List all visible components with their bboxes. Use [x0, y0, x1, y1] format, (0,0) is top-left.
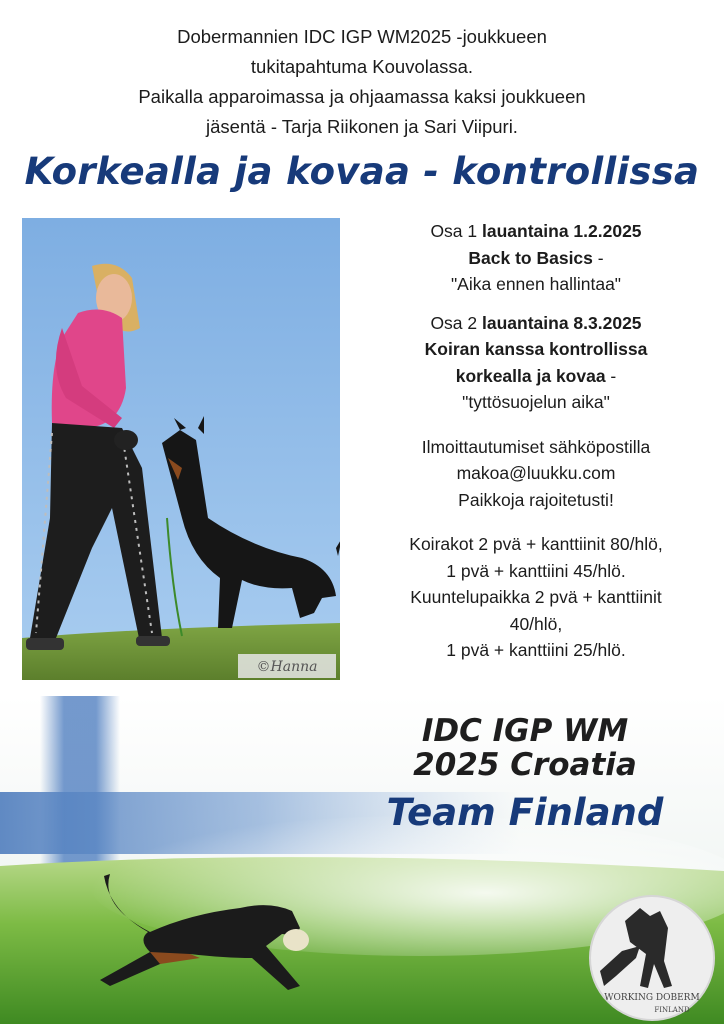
- part1-prefix: Osa 1: [430, 221, 482, 241]
- part2-date: lauantaina 8.3.2025: [482, 312, 642, 333]
- part1-subtitle: "Aika ennen hallintaa": [450, 274, 622, 294]
- price-line-2: 1 pvä + kanttiini 45/hlö.: [446, 560, 626, 581]
- part2-dash: -: [605, 365, 617, 386]
- intro-text: [0, 22, 724, 142]
- part2-heading: [356, 310, 716, 337]
- part2-title-1: Koiran kanssa kontrollissa: [424, 339, 648, 359]
- photo-watermark: ©Hanna: [256, 659, 318, 675]
- intro-line-2: tukitapahtuma Kouvolassa.: [250, 56, 474, 77]
- price-line-1: Koirakot 2 pvä + kanttiinit 80/hlö,: [409, 534, 663, 554]
- part2-prefix: Osa 2: [430, 312, 482, 333]
- part1-title: Back to Basics: [468, 247, 593, 268]
- handler-dog-photo: [22, 218, 340, 680]
- price-line-5: 1 pvä + kanttiini 25/hlö.: [446, 640, 626, 660]
- part1-date: lauantaina 1.2.2025: [482, 221, 642, 241]
- banner-line-1: IDC IGP WM: [421, 713, 629, 749]
- part1-dash: -: [592, 247, 604, 268]
- logo-text: WORKING DOBERM: [604, 993, 700, 1003]
- event-info: [356, 218, 716, 664]
- banner-title: [330, 714, 720, 834]
- part2-title-2: korkealla ja kovaa: [455, 365, 606, 386]
- registration-email[interactable]: makoa@luukku.com: [456, 463, 616, 483]
- part1-title-line: [356, 245, 716, 272]
- part1-heading: [356, 218, 716, 245]
- price-line-3: Kuuntelupaikka 2 pvä + kanttiinit: [410, 587, 662, 607]
- intro-line-3: Paikalla apparoimassa ja ohjaamassa kaksi joukkueen: [138, 86, 586, 107]
- registration-line-3: Paikkoja rajoitetusti!: [458, 489, 614, 510]
- logo-subtext: FINLAND: [654, 1006, 690, 1014]
- price-line-4: 40/hlö,: [509, 613, 563, 634]
- registration-line-1: Ilmoittautumiset sähköpostilla: [421, 436, 651, 457]
- part2-title-line-1: [356, 336, 716, 363]
- part2-subtitle: "tyttösuojelun aika": [462, 392, 610, 412]
- intro-line-1: Dobermannien IDC IGP WM2025 -joukkueen: [177, 26, 547, 47]
- part2-title-line-2: [356, 363, 716, 390]
- intro-line-4: jäsentä - Tarja Riikonen ja Sari Viipuri.: [206, 116, 518, 137]
- headline: Korkealla ja kovaa - kontrollissa: [24, 150, 700, 193]
- banner-line-3: Team Finland: [386, 791, 664, 834]
- banner-line-2: 2025 Croatia: [413, 747, 637, 783]
